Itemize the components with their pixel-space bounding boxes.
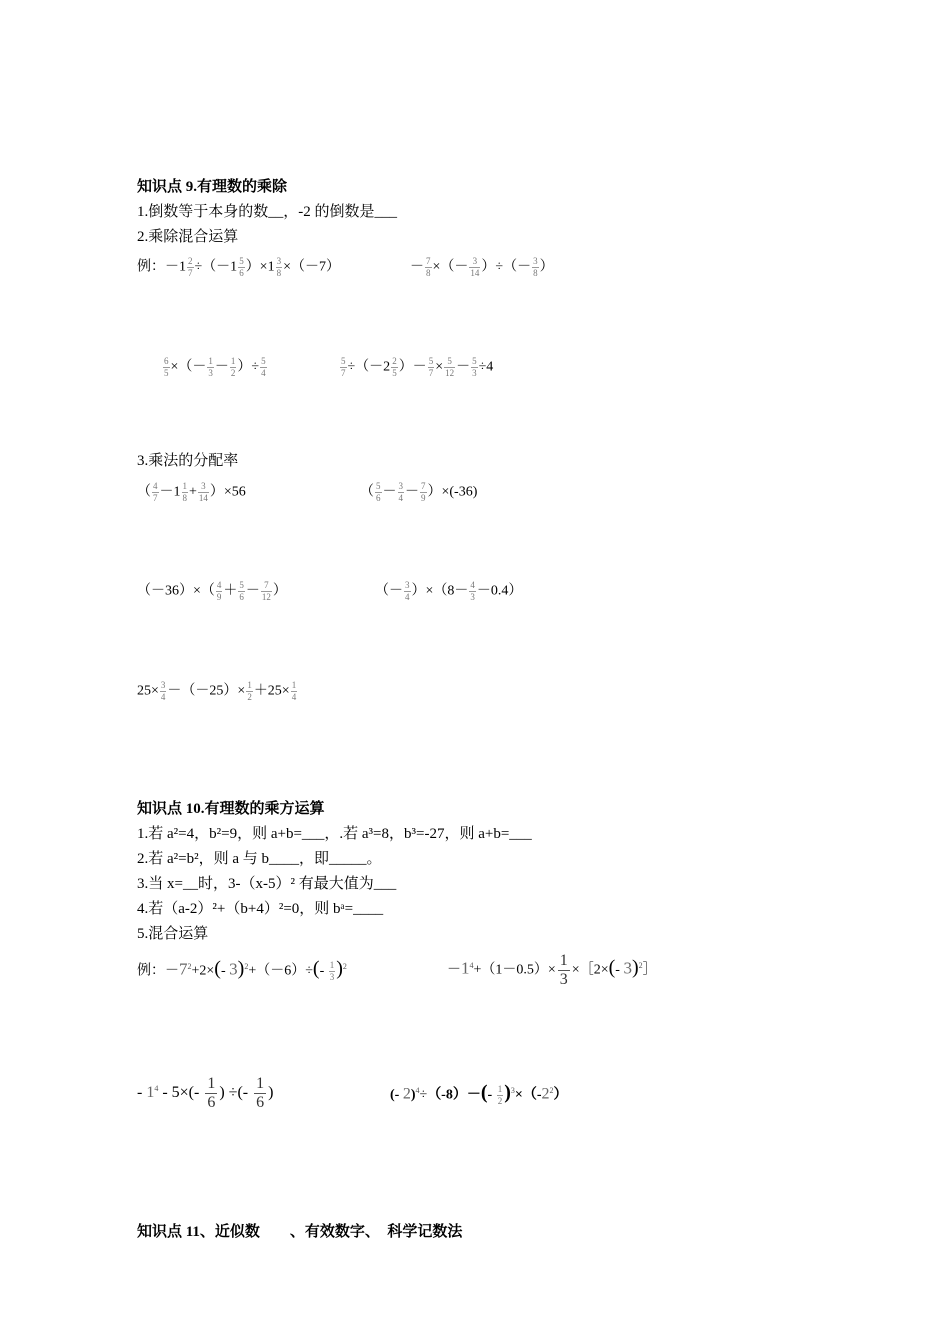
example-9-a: 例：－1 $\frac{2}{7}$ ÷（－1 $\frac{5}{6}$ ）×1 $\frac{3}{8}$ ×（－7） <box>137 256 340 278</box>
question-10-5: 5.混合运算 <box>137 926 209 942</box>
example-label: 例： <box>137 963 165 979</box>
exercise-9-h: （－ $\frac{3}{4}$ ）×（8－ $\frac{4}{3}$ －0.4） <box>375 580 523 602</box>
exercise-10-d: (- 2)$^4$÷（-8）－(- $\frac{1}{2}$ )$^3\times(-2^2)$ <box>390 1081 568 1106</box>
question-9-3: 3.乘法的分配率 <box>137 453 239 469</box>
exercise-9-i: 25× $\frac{3}{4}$ －（－25）× $\frac{1}{2}$ ＋25× $\frac{1}{4}$ <box>137 680 297 702</box>
section-9-title: 知识点 9.有理数的乘除 <box>137 179 288 195</box>
question-10-4: 4.若（a-2）²+（b+4）²=0，则 bᵃ=____ <box>137 901 384 917</box>
example-10-a: 例：$-7^2+2\times(-$ 3)$^2$+（－6）÷(- $\frac{1}{3}$ )$^2$ <box>137 957 347 982</box>
exercise-9-f: （ $\frac{5}{6}$ － $\frac{3}{4}$ － $\frac{7}{9}$ ）×(-36) <box>360 481 478 503</box>
question-10-3: 3.当 x=__时，3-（x-5）² 有最大值为___ <box>137 876 397 892</box>
exercise-9-e: （ $\frac{4}{7}$ －1 $\frac{1}{8}$ + $\frac{3}{14}$ ）×56 <box>137 481 246 503</box>
section-10-title: 知识点 10.有理数的乘方运算 <box>137 801 325 817</box>
example-label: 例： <box>137 259 165 275</box>
question-10-2: 2.若 a²=b²，则 a 与 b____，即_____。 <box>137 851 382 867</box>
exercise-9-c: $\frac{6}{5}$ ×（－ $\frac{1}{3}$ － $\frac{1}{2}$ ）÷ $\frac{5}{4}$ <box>164 356 266 378</box>
exercise-10-c: - $1^4 - 5\times(-$ $\frac{1}{6}$ ) ÷(- $\frac{1}{6}$ ) <box>137 1075 274 1111</box>
section-11-title: 知识点 11、近似数 、有效数字、 科学记数法 <box>137 1224 463 1240</box>
question-10-1: 1.若 a²=4，b²=9，则 a+b=___，.若 a³=8，b³=-27，则 a+b=___ <box>137 826 532 842</box>
example-9-b: － $\frac{7}{8}$ ×（－ $\frac{3}{14}$ ）÷（－ $\frac{3}{8}$ ） <box>410 256 554 278</box>
question-9-2: 2.乘除混合运算 <box>137 229 239 245</box>
exercise-9-g: （－36）×（ $\frac{4}{9}$ ＋ $\frac{5}{6}$ － $\frac{7}{12}$ ） <box>137 580 287 602</box>
exercise-9-d: $\frac{5}{7}$ ÷（－2 $\frac{2}{5}$ ）－ $\frac{5}{7}$ × $\frac{5}{12}$ － $\frac{5}{3}$ ÷4 <box>341 356 494 378</box>
example-10-b: $-1^4+(1-0.5)\times$ $\frac{1}{3}$ ×［2×(- 3)$^2$］ <box>447 952 657 988</box>
question-9-1: 1.倒数等于本身的数__，-2 的倒数是___ <box>137 204 397 220</box>
